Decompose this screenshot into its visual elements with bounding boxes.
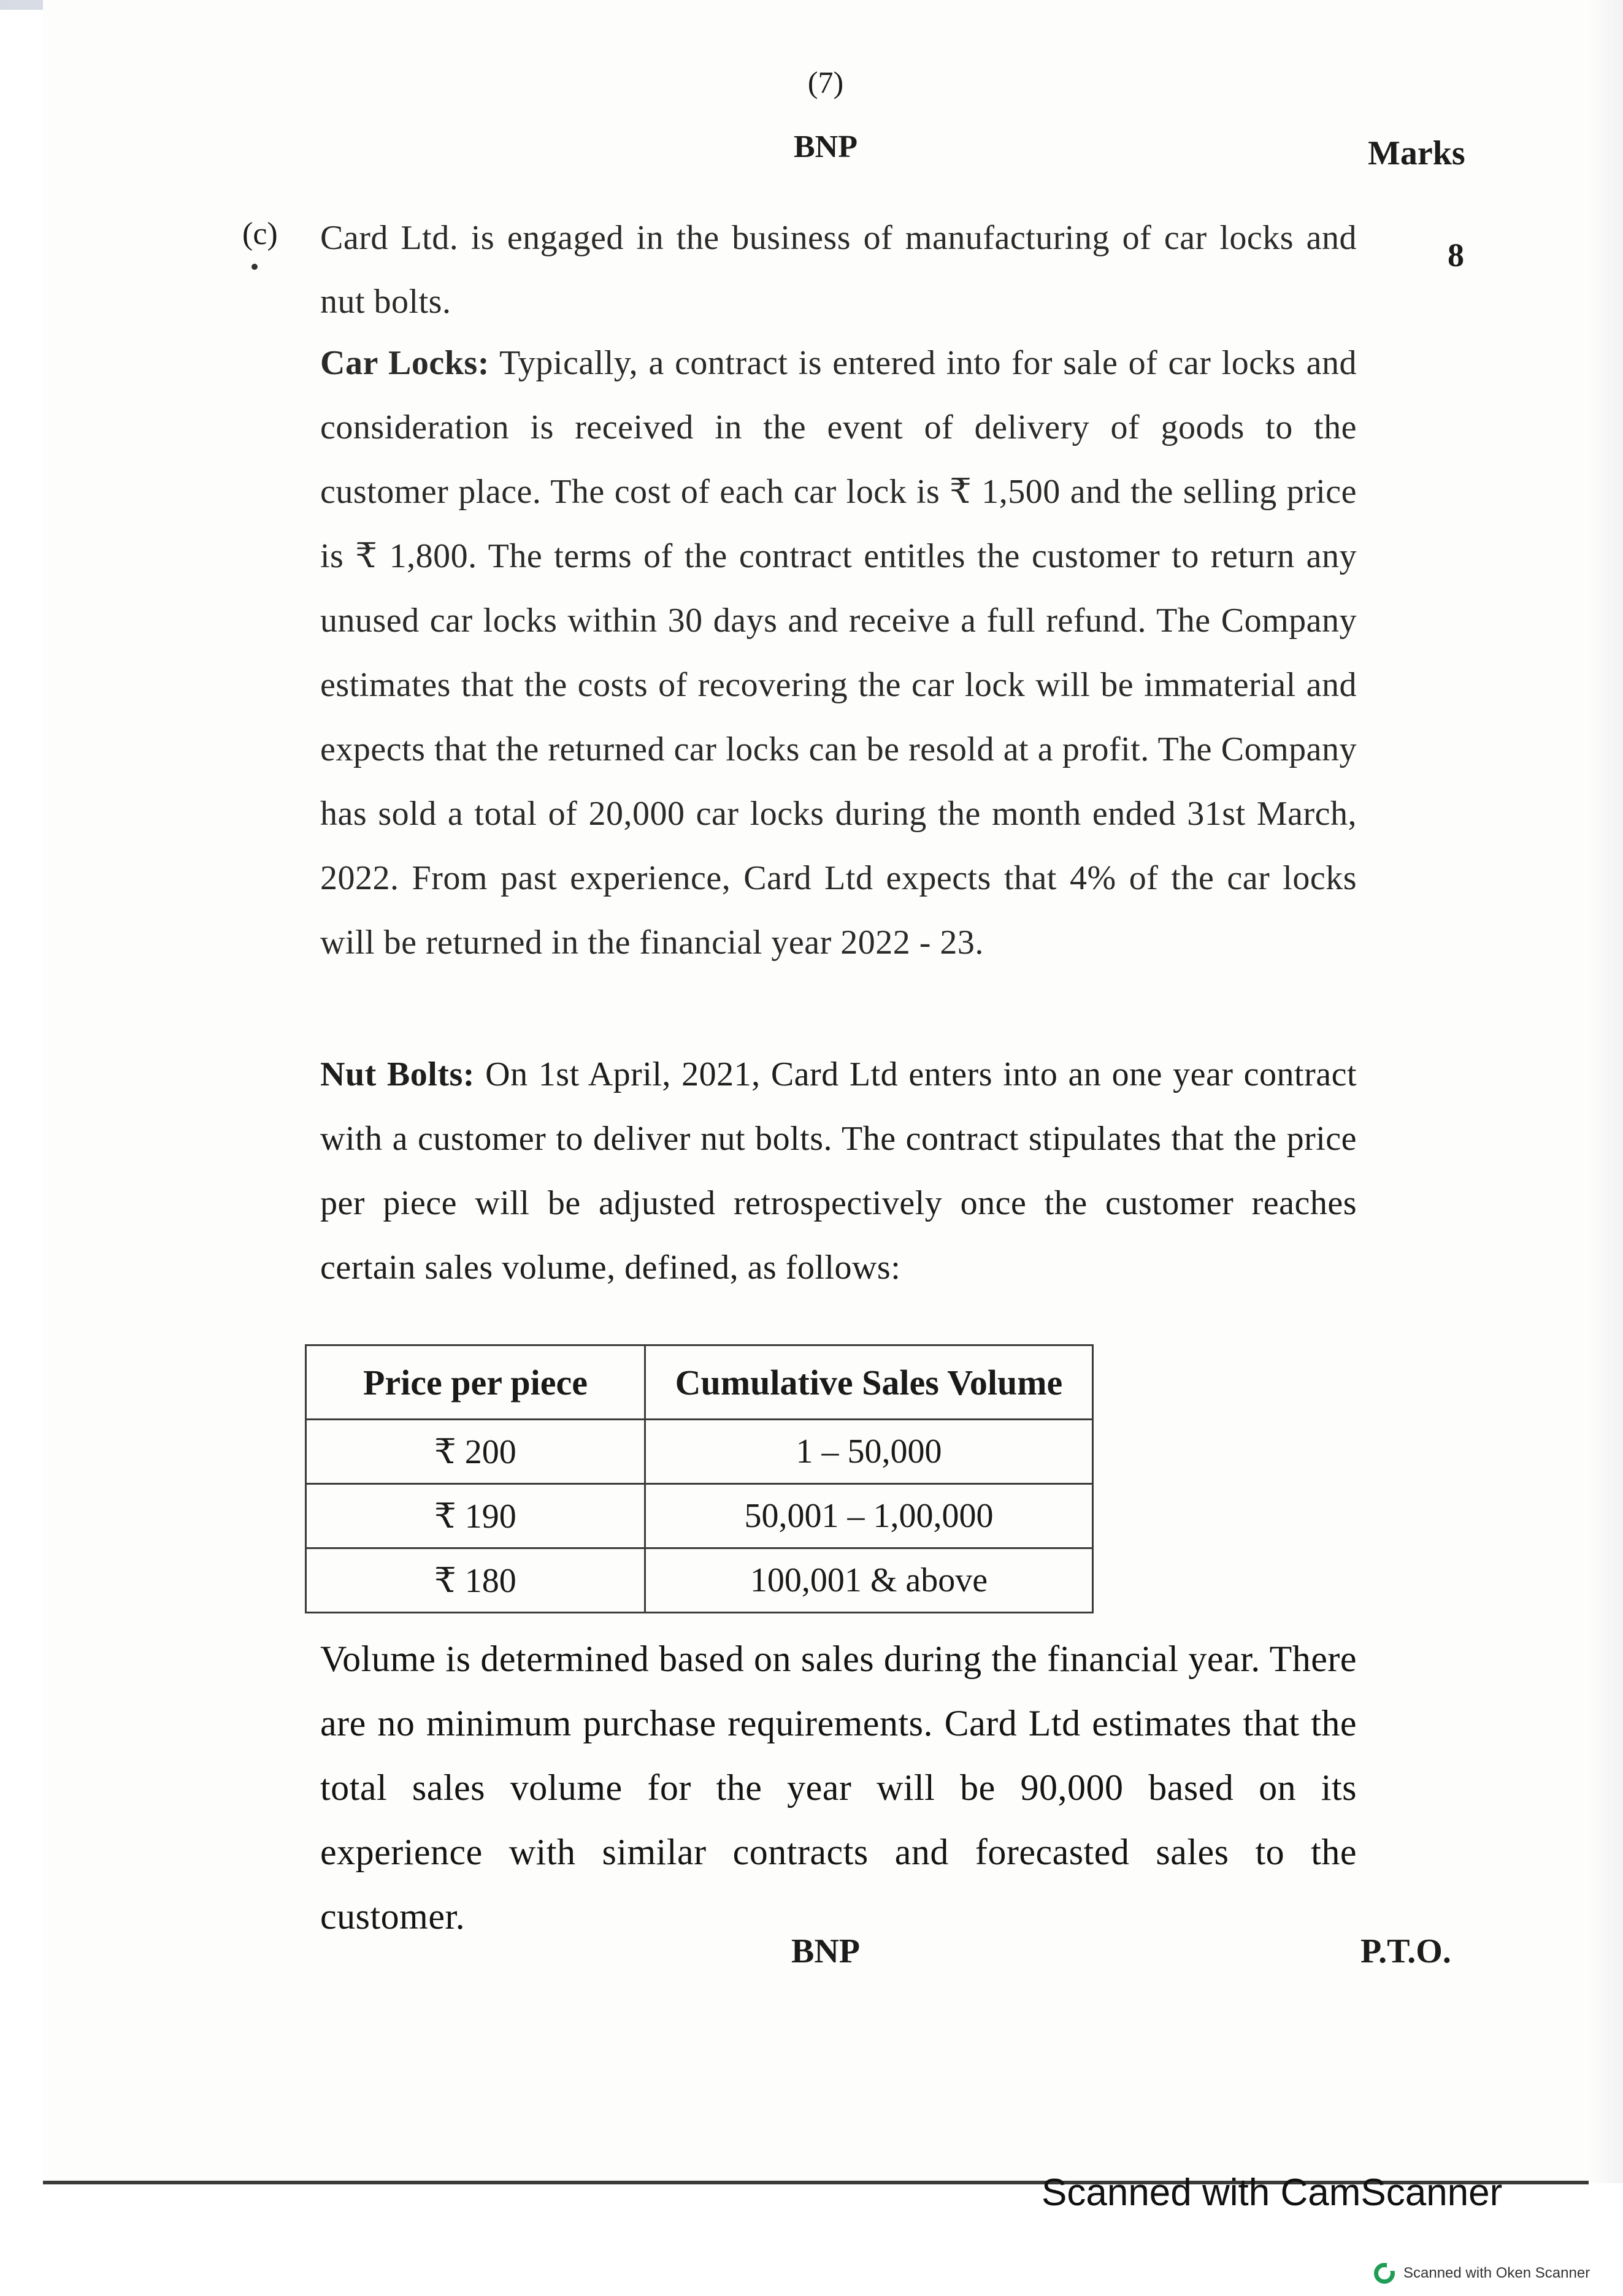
table-header-row xyxy=(306,1345,1093,1420)
paper-code-bottom: BNP xyxy=(791,1932,860,1970)
page-number: (7) xyxy=(807,65,844,99)
scan-right-shadow xyxy=(1589,0,1623,2183)
car-locks-text: Typically, a contract is entered into for sale of car locks and consideration is received in the event of delivery of goods to the customer place. The cost of each car lock is ₹ 1,500 and the selling price is ₹ 1,800. The terms of the contract entitles the customer to return any unused car locks within 30 days and receive a full refund. The Company estimates that the costs of recovering the car lock will be immaterial and expects that the returned car locks can be resold at a profit. The Company has sold a total of 20,000 car locks during the month ended 31st March, 2022. From past experience, Card Ltd expects that 4% of the car locks will be returned in the financial year 2022 - 23. xyxy=(320,344,1357,962)
price-cell: ₹ 200 xyxy=(306,1420,645,1484)
marks-column-heading: Marks xyxy=(1368,134,1465,172)
oken-watermark-text: Scanned with Oken Scanner xyxy=(1403,2265,1590,2281)
closing-paragraph: Volume is determined based on sales during the financial year. There are no minimum purchase requirements. Card Ltd estimates that the total sales volume for the year will be 90,000 based on its experience with similar contracts and forecasted sales to the customer. xyxy=(320,1639,1357,1937)
bullet-mark xyxy=(251,264,258,270)
header-volume: Cumulative Sales Volume xyxy=(645,1345,1093,1420)
car-locks-paragraph xyxy=(320,331,1357,975)
nut-bolts-heading: Nut Bolts: xyxy=(320,1055,475,1093)
question-intro: Card Ltd. is engaged in the business of manufacturing of car locks and nut bolts. xyxy=(320,219,1357,321)
oken-watermark xyxy=(1374,2263,1590,2284)
car-locks-heading: Car Locks: xyxy=(320,344,489,382)
price-volume-table xyxy=(305,1344,1094,1613)
question-label: (c) xyxy=(242,216,278,251)
question-marks: 8 xyxy=(1448,237,1464,274)
table-row xyxy=(306,1484,1093,1548)
header-price: Price per piece xyxy=(306,1345,645,1420)
nut-bolts-paragraph xyxy=(320,1043,1357,1300)
price-cell: ₹ 180 xyxy=(306,1548,645,1613)
table-row xyxy=(306,1420,1093,1484)
camscanner-watermark: Scanned with CamScanner xyxy=(1042,2172,1503,2214)
nut-bolts-text: On 1st April, 2021, Card Ltd enters into an one year contract with a customer to deliver nut bolts. The contract stipulates that the price per piece will be adjusted retrospectively once the customer reaches certain sales volume, defined, as follows: xyxy=(320,1055,1357,1287)
oken-logo-icon xyxy=(1374,2263,1395,2284)
volume-cell: 100,001 & above xyxy=(645,1548,1093,1613)
paper-code-top: BNP xyxy=(794,129,858,164)
volume-cell: 50,001 – 1,00,000 xyxy=(645,1484,1093,1548)
volume-cell: 1 – 50,000 xyxy=(645,1420,1093,1484)
price-cell: ₹ 190 xyxy=(306,1484,645,1548)
pto-label: P.T.O. xyxy=(1360,1932,1451,1970)
table-row xyxy=(306,1548,1093,1613)
